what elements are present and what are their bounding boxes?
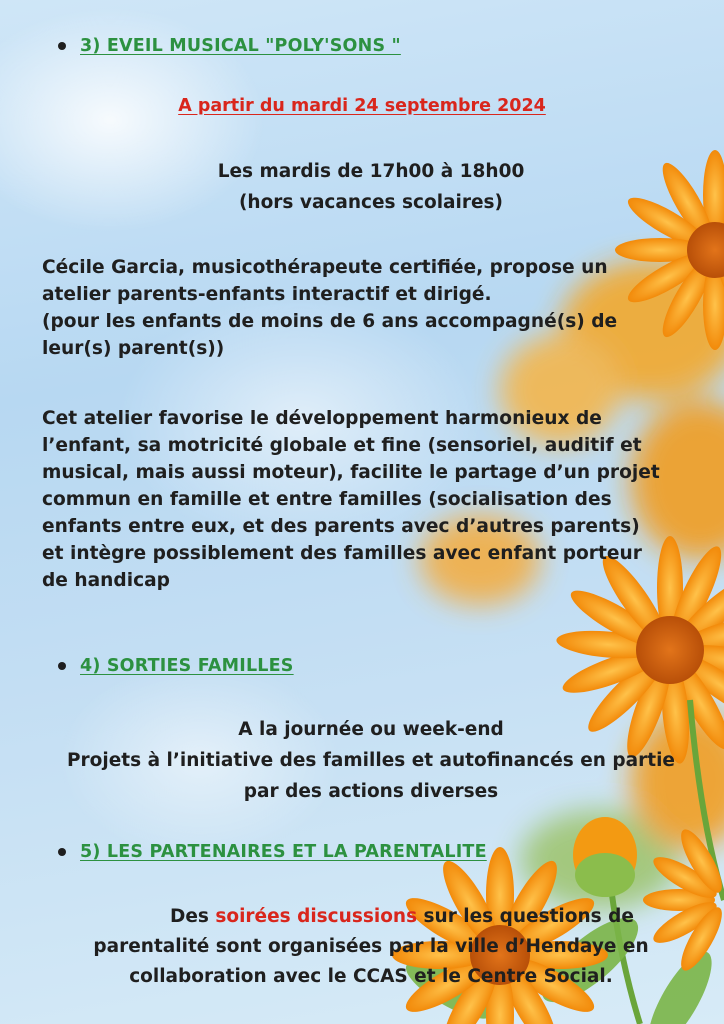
paragraph-line: atelier parents-enfants interactif et dirigé. (42, 284, 492, 305)
paragraph-line: commun en famille et entre familles (socialisation des (42, 489, 612, 510)
start-date-link[interactable]: A partir du mardi 24 septembre 2024 (178, 96, 546, 116)
section-4-heading[interactable]: 4) SORTIES FAMILLES (80, 656, 294, 676)
partners-line-1 (170, 903, 634, 930)
bullet-icon (58, 42, 66, 50)
partners-line-3: collaboration avec le CCAS et le Centre Social. (129, 966, 613, 987)
paragraph-line: l’enfant, sa motricité globale et fine (sensoriel, auditif et (42, 435, 642, 456)
outings-line-2: Projets à l’initiative des familles et autofinancés en partie (67, 750, 675, 771)
paragraph-line: Cet atelier favorise le développement harmonieux de (42, 408, 602, 429)
bullet-icon (58, 662, 66, 670)
section-5-heading-row (58, 842, 487, 862)
description-paragraph-1 (42, 254, 722, 362)
discussion-evenings-highlight: soirées discussions (215, 906, 418, 927)
paragraph-line: musical, mais aussi moteur), facilite le partage d’un projet (42, 462, 660, 483)
partners-line-1-suffix: sur les questions de (417, 906, 634, 927)
partners-line-2: parentalité sont organisées par la ville d’Hendaye en (93, 936, 649, 957)
outings-line-1: A la journée ou week-end (238, 719, 504, 740)
paragraph-line: Cécile Garcia, musicothérapeute certifiée, propose un (42, 257, 608, 278)
partners-line-1-prefix: Des (170, 906, 216, 927)
description-paragraph-2 (42, 405, 722, 594)
paragraph-line: enfants entre eux, et des parents avec d’autres parents) (42, 516, 640, 537)
paragraph-line: et intègre possiblement des familles avec enfant porteur (42, 543, 642, 564)
section-3-heading[interactable]: 3) EVEIL MUSICAL "POLY'SONS " (80, 36, 401, 56)
paragraph-line: (pour les enfants de moins de 6 ans accompagné(s) de (42, 311, 618, 332)
paragraph-line: de handicap (42, 570, 170, 591)
section-5-heading[interactable]: 5) LES PARTENAIRES ET LA PARENTALITE (80, 842, 487, 862)
schedule-line-2: (hors vacances scolaires) (238, 192, 504, 213)
section-4-heading-row (58, 656, 294, 676)
schedule-line-1: Les mardis de 17h00 à 18h00 (217, 161, 525, 182)
paragraph-line: leur(s) parent(s)) (42, 338, 225, 359)
outings-line-3: par des actions diverses (243, 781, 499, 802)
start-date-line (0, 96, 724, 116)
section-3-heading-row (58, 36, 401, 56)
bullet-icon (58, 848, 66, 856)
